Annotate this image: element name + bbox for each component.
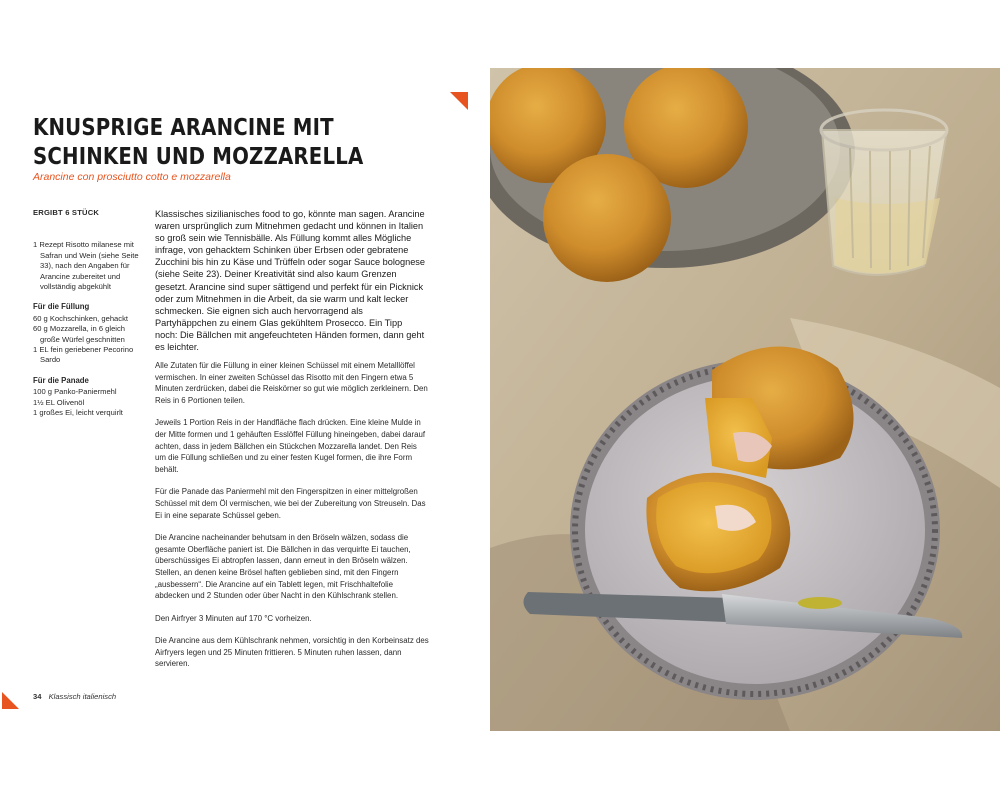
- recipe-step: Den Airfryer 3 Minuten auf 170 °C vorheizen.: [155, 613, 312, 623]
- recipe-step: Die Arancine aus dem Kühlschrank nehmen, vorsichtig in den Korbeinsatz des Airfryers legen und 25 Minuten frittieren. 5 Minuten ruhen lassen, dann servieren.: [155, 636, 429, 669]
- food-photo: [490, 68, 1000, 731]
- recipe-subtitle: Arancine con prosciutto cotto e mozzarella: [33, 171, 231, 183]
- ingredient-item: 1 Rezept Risotto milanese mit Safran und Wein (siehe Seite 33), nach den Angaben für Arancine zubereitet und vollständig abgekühlt: [33, 240, 139, 292]
- ingredient-group-heading: Für die Panade: [33, 375, 89, 385]
- recipe-yield: ERGIBT 6 STÜCK: [33, 208, 100, 217]
- ingredient-item: 60 g Kochschinken, gehackt: [33, 313, 128, 323]
- page-footer: [33, 692, 116, 701]
- ingredient-item: 100 g Panko-Paniermehl: [33, 387, 117, 397]
- corner-triangle-decoration: [450, 92, 468, 110]
- ingredient-item: 1 EL fein geriebener Pecorino Sardo: [33, 345, 134, 365]
- ingredient-group: [33, 376, 141, 419]
- ingredient-group: [33, 302, 141, 365]
- section-name: Klassisch italienisch: [48, 692, 117, 701]
- recipe-step: Jeweils 1 Portion Reis in der Handfläche flach drücken. Eine kleine Mulde in der Mitte formen und 1 gehäuften Esslöffel Füllung hineingeben, dabei darauf achten, dass in jedem Bällchen ein Stückchen Mozzarella landet. Den Reis um die Füllung schließen und zu einer festen Kugel formen, die ihre Form behält.: [155, 418, 426, 474]
- recipe-step: Die Arancine nacheinander behutsam in den Bröseln wälzen, sodass die gesamte Oberfläche paniert ist. Die Bällchen in das verquirlte Ei tauchen, überschüssiges Ei abtropfen lassen, dann erneut in den Bröseln wälzen. Stellen, an denen keine Brösel haften geblieben sind, mit den Fingern „ausbessern“. Die Arancine auf ein Tablett legen, mit Frischhaltefolie abdecken und 2 Stunden oder über Nacht in den Kühlschrank stellen.: [155, 533, 411, 601]
- ingredient-list: [33, 240, 141, 292]
- recipe-step: Für die Panade das Paniermehl mit den Fingerspitzen in einer mittelgroßen Schüssel mit dem Öl vermischen, wie bei der Zubereitung von Streuseln. Das Ei in eine separate Schüssel geben.: [155, 487, 426, 520]
- ingredient-item: 60 g Mozzarella, in 6 gleich große Würfel geschnitten: [33, 324, 126, 344]
- ingredient-item: 1 großes Ei, leicht verquirlt: [33, 408, 123, 418]
- ingredient-list: [33, 314, 141, 366]
- recipe-title: KNUSPRIGE ARANCINE MIT SCHINKEN UND MOZZARELLA: [33, 113, 364, 170]
- ingredient-item: 1½ EL Olivenöl: [33, 397, 85, 407]
- ingredient-list: [33, 387, 141, 418]
- corner-triangle-decoration: [2, 692, 19, 709]
- ingredient-group: [33, 240, 141, 292]
- recipe-intro: Klassisches sizilianisches food to go, könnte man sagen. Arancine waren ursprünglich zum Mitnehmen gedacht und können in Italien so groß sein wie Tennisbälle. Als Füllung kommt alles Mögliche infrage, von gehacktem Schinken über Erbsen oder gebratene Zucchini bis hin zu Käse und Trüffeln oder sogar Sauce bolognese (siehe Seite 23). Deiner Kreativität sind also kaum Grenzen gesetzt. Arancine sind super sättigend und perfekt für ein Picknick oder zum Mitnehmen in die Arbeit, da sie warm und kalt lecker schmecken. Sie eignen sich auch hervorragend als Partyhäppchen zu einem Glas gekühltem Prosecco. Ein Tipp noch: Die Bällchen mit angefeuchteten Händen formen, dann geht es leichter.: [155, 209, 426, 353]
- ingredients-sidebar: [33, 208, 141, 429]
- page-number: 34: [33, 692, 42, 701]
- ingredient-group-heading: Für die Füllung: [33, 302, 90, 312]
- recipe-step: Alle Zutaten für die Füllung in einer kleinen Schüssel mit einem Metalllöffel vermischen. In einer zweiten Schüssel das Risotto mit den Fingern etwa 5 Minuten zerdrücken, dabei die Reiskörner so gut wie möglich zerkleinern. Den Reis in 6 Portionen teilen.: [155, 361, 428, 405]
- recipe-steps: [155, 360, 429, 681]
